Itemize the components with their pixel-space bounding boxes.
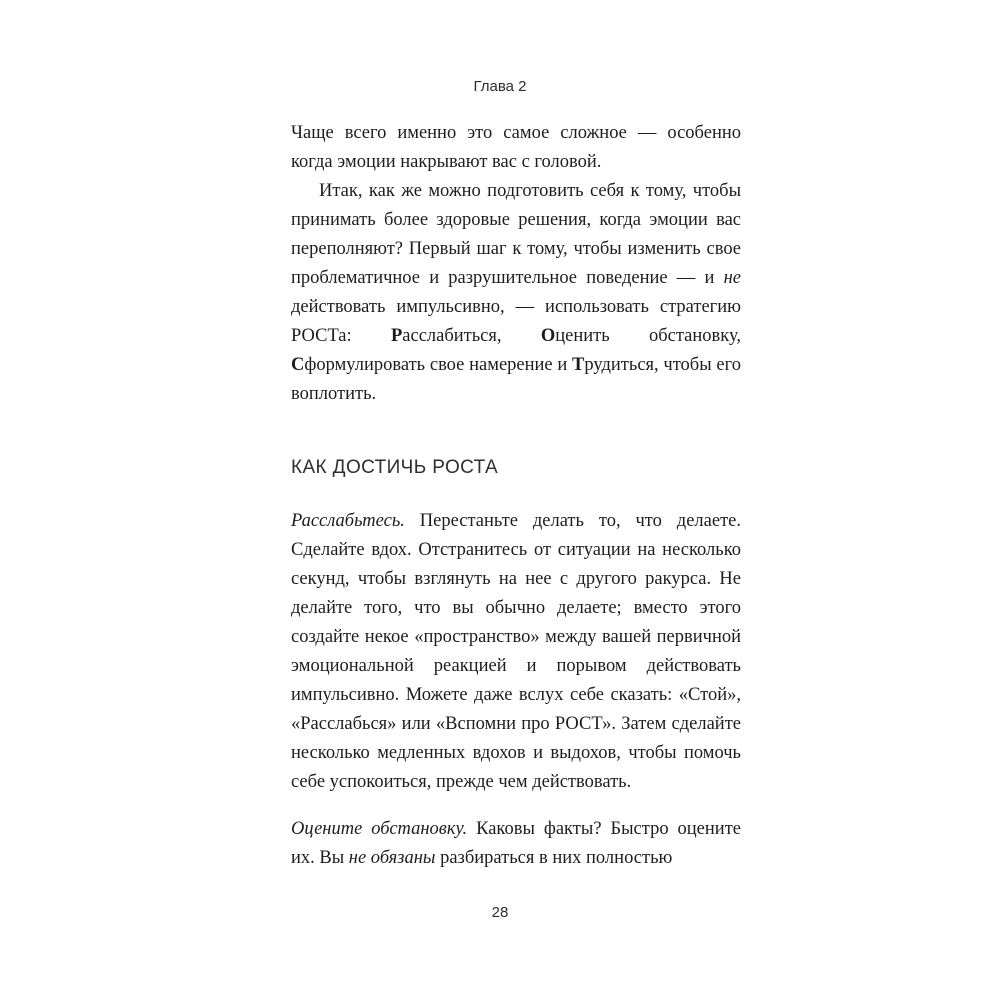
text-run: Оцените обстановку. (291, 819, 468, 839)
text-run: Расслабьтесь. (291, 511, 405, 531)
text-run: действовать импульсивно, — использовать стратегию РОСТа: (291, 297, 741, 346)
text-run: Итак, как же можно подготовить себя к тому, чтобы принимать более здоровые решения, когда эмоции вас переполняют? Первый шаг к тому, чтобы изменить свое проблематичное и разрушительное поведение — и (291, 181, 741, 288)
text-run: Р (390, 326, 403, 346)
text-block (291, 119, 741, 873)
section-heading: КАК ДОСТИЧЬ РОСТА (291, 457, 499, 478)
text-run: не (723, 268, 741, 288)
text-run: Т (572, 355, 585, 375)
text-run: ценить обстановку, (555, 326, 742, 346)
text-run: разбираться в них полностью (435, 848, 673, 868)
text-run: асслабиться, (402, 326, 541, 346)
text-run: Перестаньте делать то, что делаете. Сделайте вдох. Отстранитесь от ситуации на несколько секунд, чтобы взглянуть на нее с другого ракурса. Не делайте того, что вы обычно делаете; вместо этого создайте некое «пространство» между вашей первичной эмоциональной реакцией и порывом действовать импульсивно. Можете даже вслух себе сказать: «Стой», «Расслабься» или «Вспомни про РОСТ». Затем сделайте несколько медленных вдохов и выдохов, чтобы помочь себе успокоиться, прежде чем действовать. (291, 511, 741, 792)
text-run: не обязаны (348, 848, 436, 868)
text-run: рудиться, чтобы его воплотить. (291, 355, 741, 404)
text-run: С (291, 355, 305, 375)
paragraph (291, 119, 741, 177)
running-head: Глава 2 (473, 78, 527, 95)
text-run: Чаще всего именно это самое сложное — особенно когда эмоции накрывают вас с головой. (291, 123, 741, 172)
text-run: О (540, 326, 556, 346)
page-number: 28 (491, 904, 509, 921)
text-run: формулировать свое намерение и (304, 355, 573, 375)
paragraph (291, 815, 741, 873)
text-run: Каковы факты? Быстро оцените их. Вы (291, 819, 741, 868)
paragraph (291, 177, 741, 409)
paragraph (291, 507, 741, 797)
